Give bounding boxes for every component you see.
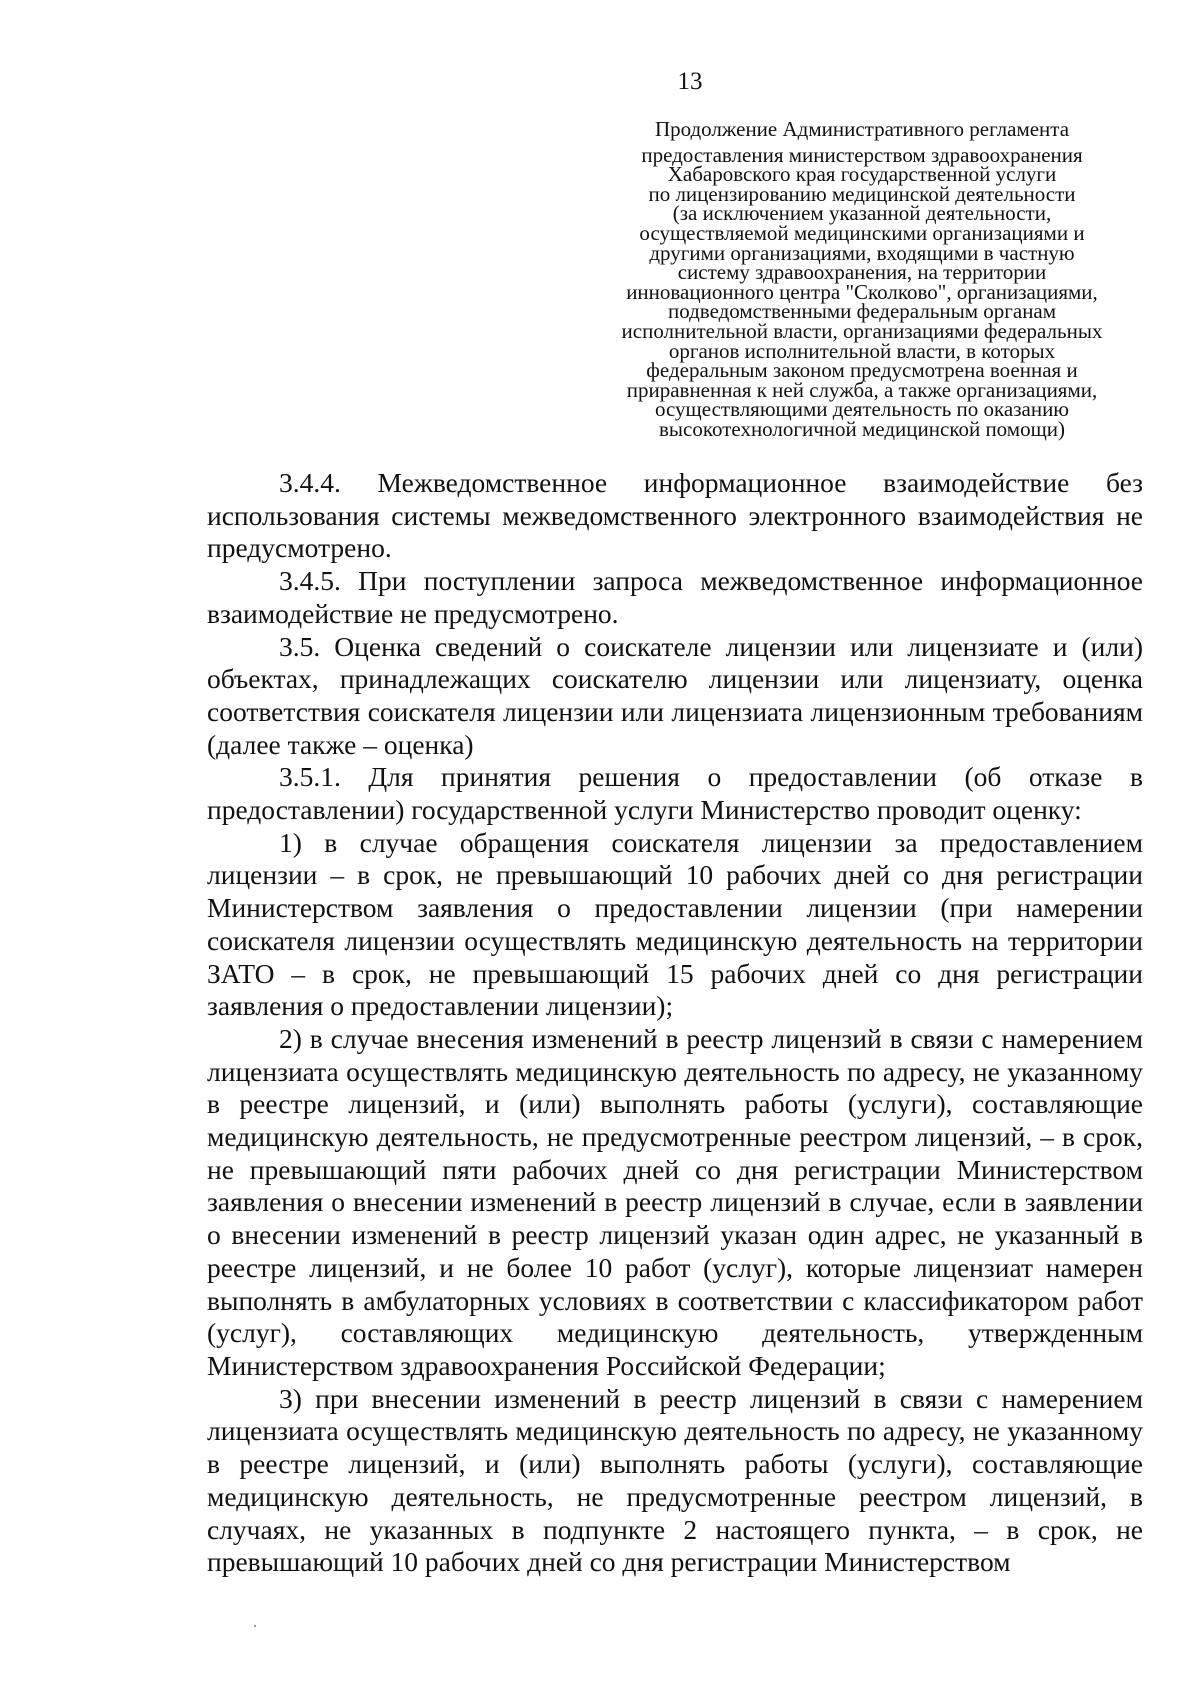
header-line: подведомственными федеральным органам: [667, 299, 1057, 324]
header-line: (за исключением указанной деятельности,: [672, 201, 1052, 226]
header-line: осуществляемой медицинскими организациями и: [639, 220, 1085, 245]
page-number: 13: [677, 68, 703, 95]
header-line: систему здравоохранения, на территории: [677, 260, 1047, 285]
paragraph-3-4-4: 3.4.4. Межведомственное информационное взаимодействие без использования системы межведомственного электронного взаимодействия не предусмотрено.: [207, 467, 1143, 564]
header-line: осуществляющими деятельность по оказанию: [654, 397, 1069, 422]
header-line: предоставления министерством здравоохранения: [641, 142, 1083, 167]
scan-speck: [254, 1625, 256, 1627]
list-item-1: 1) в случае обращения соискателя лицензии за предоставлением лицензии – в срок, не превышающий 10 рабочих дней со дня регистрации Министерством заявления о предоставлении лицензии (при намерении соискателя лицензии осуществлять медицинскую деятельность на территории ЗАТО – в срок, не превышающий 15 рабочих дней со дня регистрации заявления о предоставлении лицензии);: [207, 826, 1143, 1022]
header-line: другими организациями, входящими в частную: [649, 240, 1075, 265]
header-line: высокотехнологичной медицинской помощи): [659, 416, 1065, 441]
header-line: по лицензированию медицинской деятельности: [648, 181, 1076, 206]
regulation-header: [582, 117, 1142, 441]
paragraph-3-5: 3.5. Оценка сведений о соискателе лицензии или лицензиате и (или) объектах, принадлежащих соискателю лицензии или лицензиату, оценка соответствия соискателя лицензии или лицензиата лицензионным требованиям (далее также – оценка): [207, 630, 1143, 760]
list-item-3: 3) при внесении изменений в реестр лицензий в связи с намерением лицензиата осуществлять медицинскую деятельность по адресу, не указанному в реестре лицензий, и (или) выполнять работы (услуги), составляющие медицинскую деятельность, не предусмотренные реестром лицензий, в случаях, не указанных в подпункте 2 настоящего пункта, – в срок, не превышающий 10 рабочих дней со дня регистрации Министерством: [207, 1382, 1143, 1578]
header-line: приравненная к ней служба, а также организациями,: [626, 377, 1098, 402]
header-line: органов исполнительной власти, в которых: [668, 338, 1056, 363]
header-line: федеральным законом предусмотрена военная и: [646, 358, 1078, 383]
header-line: Хабаровского края государственной услуги: [667, 162, 1057, 187]
paragraph-3-4-5: 3.4.5. При поступлении запроса межведомственное информационное взаимодействие не предусмотрено.: [207, 565, 1143, 629]
document-body: [207, 467, 1143, 1579]
header-line: исполнительной власти, организациями федеральных: [621, 318, 1103, 343]
header-line: инновационного центра "Сколково", организациями,: [626, 279, 1098, 304]
list-item-2: 2) в случае внесения изменений в реестр лицензий в связи с намерением лицензиата осуществлять медицинскую деятельность по адресу, не указанному в реестре лицензий, и (или) выполнять работы (услуги), составляющие медицинскую деятельность, не предусмотренные реестром лицензий, – в срок, не превышающий пяти рабочих дней со дня регистрации Министерством заявления о внесении изменений в реестр лицензий в случае, если в заявлении о внесении изменений в реестр лицензий указан один адрес, не указанный в реестре лицензий, и не более 10 работ (услуг), которые лицензиат намерен выполнять в амбулаторных условиях в соответствии с классификатором работ (услуг), составляющих медицинскую деятельность, утвержденным Министерством здравоохранения Российской Федерации;: [207, 1022, 1143, 1381]
paragraph-3-5-1: 3.5.1. Для принятия решения о предоставлении (об отказе в предоставлении) государственной услуги Министерство проводит оценку:: [207, 761, 1143, 826]
header-line: Продолжение Административного регламента: [654, 117, 1070, 141]
